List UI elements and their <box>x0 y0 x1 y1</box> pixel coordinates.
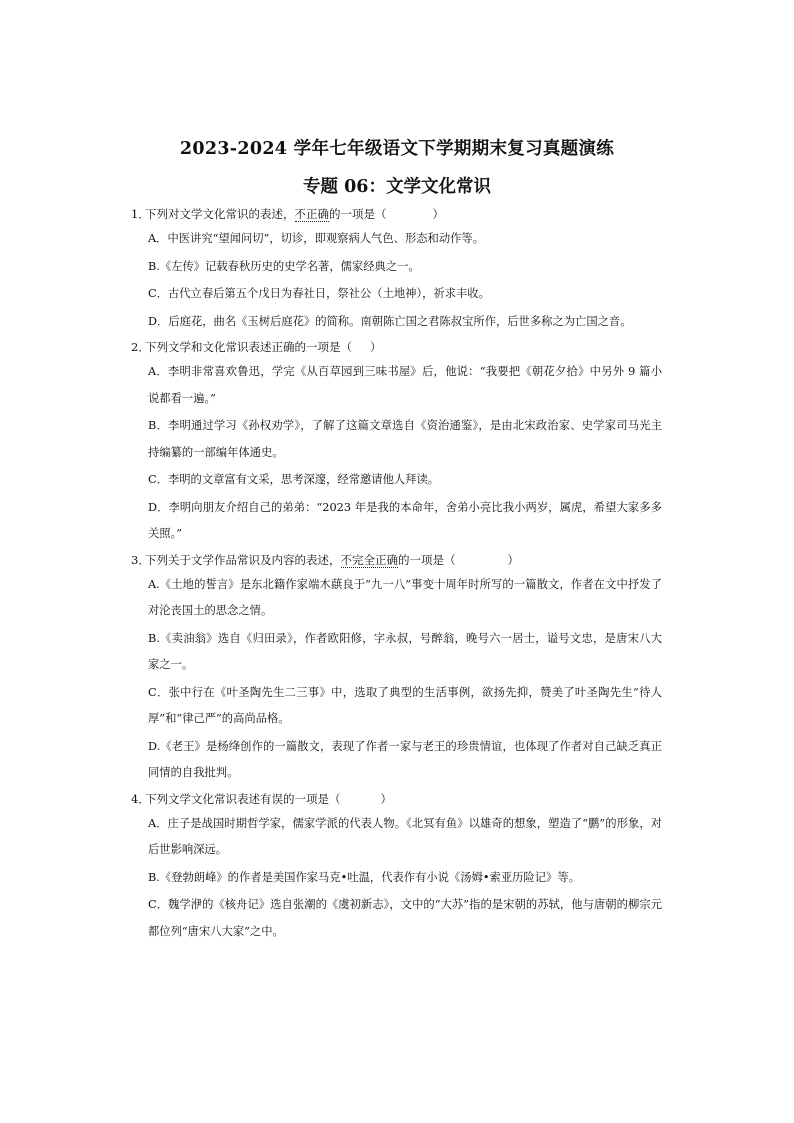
question-number: 3． <box>131 552 150 567</box>
question-text-end: 的一项是（ <box>329 207 387 221</box>
question-text: 下列文学文化常识表述有误的一项是（ <box>145 791 341 806</box>
question-number: 2． <box>131 340 150 354</box>
question-text: 下列关于文学作品常识及内容的表述， <box>145 552 341 567</box>
question-3-stem <box>0 549 794 571</box>
option-a: A．李明非常喜欢鲁迅，学完《从百草园到三味书屋》后，他说：“我要把《朝花夕拾》中另外 9 篇小说都看一遍。” <box>148 365 662 405</box>
answer-paren-close: ） <box>507 552 519 567</box>
answer-paren-close: ） <box>370 340 382 354</box>
question-text: 下列对文学文化常识的表述， <box>145 207 295 221</box>
option-c: C．魏学洢的《核舟记》选自张潮的《虞初新志》，文中的“大苏”指的是宋朝的苏轼，他与唐朝的柳宗元都位列“唐宋八大家”之中。 <box>148 898 662 938</box>
question-1-stem <box>0 203 794 225</box>
option-b: B.《卖油翁》选自《归田录》，作者欧阳修，字永叔，号醉翁，晚号六一居士，谥号文忠，是唐宋八大家之一。 <box>148 631 662 671</box>
answer-paren-close: ） <box>432 207 444 221</box>
option-c: C．张中行在《叶圣陶先生二三事》中，选取了典型的生活事例，欲扬先抑，赞美了叶圣陶先生“待人厚”和“律己严”的高尚品格。 <box>148 685 662 725</box>
page-title: 2023-2024 学年七年级语文下学期期末复习真题演练 <box>179 139 615 159</box>
question-2-stem <box>0 336 794 358</box>
option-c: C．李明的文章富有文采，思考深邃，经常邀请他人拜读。 <box>148 473 440 486</box>
emphasis-text: 不正确 <box>294 207 329 221</box>
emphasis-text: 不完全正确 <box>340 552 398 567</box>
question-number: 1． <box>131 207 150 221</box>
option-b: B．李明通过学习《孙权劝学》，了解了这篇文章选自《资治通鉴》，是由北宋政治家、史学家司马光主持编纂的一部编年体通史。 <box>148 419 662 459</box>
option-b: B.《左传》记载春秋历史的史学名著，儒家经典之一。 <box>148 259 420 273</box>
question-text: 下列文学和文化常识表述正确的一项是（ <box>145 340 352 354</box>
option-d: D．李明向朋友介绍自己的弟弟：“2023 年是我的本命年，舍弟小亮比我小两岁，属虎，希望大家多多关照。” <box>148 500 662 540</box>
question-text-end: 的一项是（ <box>398 552 456 567</box>
option-d: D．后庭花，曲名《玉树后庭花》的简称。南朝陈亡国之君陈叔宝所作，后世多称之为亡国之音。 <box>148 314 632 328</box>
option-c: C．古代立春后第五个戊日为春社日，祭社公（土地神），祈求丰收。 <box>148 287 490 300</box>
option-a: A．庄子是战国时期哲学家，儒家学派的代表人物。《北冥有鱼》以雄奇的想象，塑造了“鹏”的形象，对后世影响深远。 <box>148 816 662 856</box>
option-a: A.《土地的誓言》是东北籍作家端木蕻良于“九一八”事变十周年时所写的一篇散文，作者在文中抒发了对沦丧国土的思念之情。 <box>148 577 662 617</box>
option-a: A．中医讲究“望闻问切”，切诊，即观察病人气色、形态和动作等。 <box>148 232 485 245</box>
questions-list <box>0 203 794 946</box>
option-d: D.《老王》是杨绛创作的一篇散文，表现了作者一家与老王的珍贵情谊，也体现了作者对自己缺乏真正同情的自我批判。 <box>148 739 662 779</box>
question-number: 4． <box>131 791 150 806</box>
question-4-stem <box>0 788 794 810</box>
answer-paren-close: ） <box>380 791 392 806</box>
option-b: B.《登勃朗峰》的作者是美国作家马克•吐温，代表作有小说《汤姆•索亚历险记》等。 <box>148 870 580 884</box>
page-subtitle: 专题 06：文学文化常识 <box>303 177 491 197</box>
